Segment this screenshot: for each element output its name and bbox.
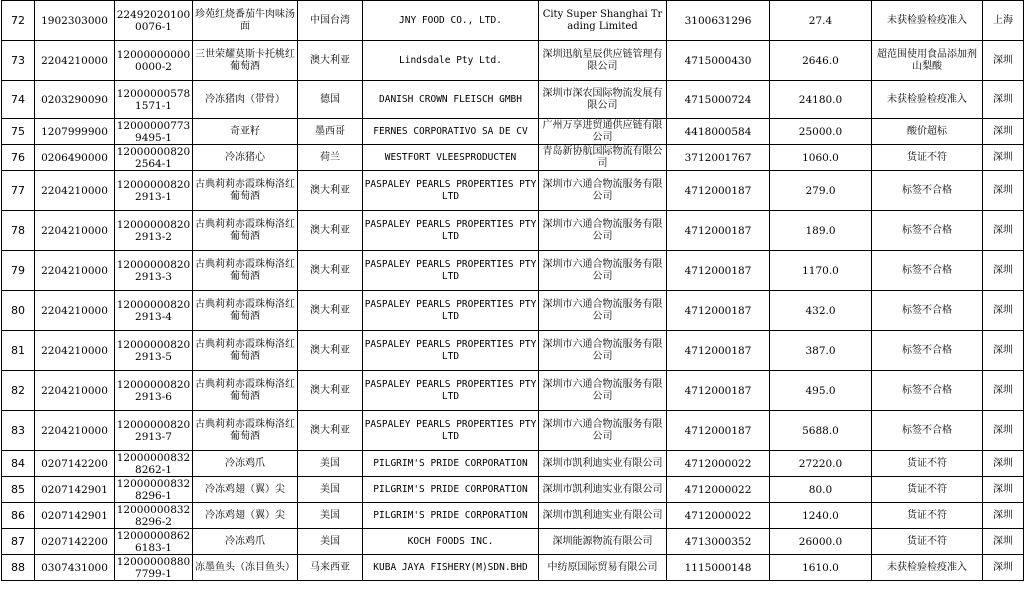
rejection-reason-cell: 未获检验检疫准入 [872, 81, 983, 119]
table-row [2, 291, 1024, 331]
importer-reg-cell: 4712000187 [667, 211, 770, 251]
weight-cell: 80.0 [770, 477, 872, 503]
port-cell: 深圳 [983, 211, 1024, 251]
origin-country-cell: 澳大利亚 [298, 291, 363, 331]
importer-reg-cell: 4712000187 [667, 331, 770, 371]
rejection-reason-cell: 未获检验检疫准入 [872, 1, 983, 41]
exporter-cell: PILGRIM'S PRIDE CORPORATION [363, 451, 539, 477]
shipment-id-cell: 120000008202913-5 [115, 331, 193, 371]
commodity-code-cell: 0207142901 [35, 503, 115, 529]
table-row [2, 251, 1024, 291]
origin-country-cell: 澳大利亚 [298, 331, 363, 371]
origin-country-cell: 中国台湾 [298, 1, 363, 41]
weight-cell: 495.0 [770, 371, 872, 411]
importer-reg-cell: 4712000022 [667, 503, 770, 529]
importer-reg-cell: 4713000352 [667, 529, 770, 555]
table-row [2, 145, 1024, 171]
table-row [2, 555, 1024, 581]
weight-cell: 189.0 [770, 211, 872, 251]
shipment-id-cell: 120000008202913-6 [115, 371, 193, 411]
shipment-id-cell: 120000008328296-1 [115, 477, 193, 503]
rejection-reason-cell: 标签不合格 [872, 211, 983, 251]
commodity-code-cell: 2204210000 [35, 331, 115, 371]
origin-country-cell: 澳大利亚 [298, 211, 363, 251]
importer-reg-cell: 4712000187 [667, 171, 770, 211]
product-name-cell: 古典莉莉赤霞珠梅洛红葡萄酒 [193, 251, 298, 291]
rejection-table [1, 0, 1024, 581]
row-number-cell: 75 [2, 119, 35, 145]
shipment-id-cell: 120000008807799-1 [115, 555, 193, 581]
shipment-id-cell: 120000008626183-1 [115, 529, 193, 555]
importer-reg-cell: 4712000187 [667, 251, 770, 291]
product-name-cell: 冷冻鸡爪 [193, 451, 298, 477]
importer-reg-cell: 3100631296 [667, 1, 770, 41]
shipment-id-cell: 120000008202913-2 [115, 211, 193, 251]
importer-reg-cell: 3712001767 [667, 145, 770, 171]
table-body [2, 1, 1024, 581]
shipment-id-cell: 120000007739495-1 [115, 119, 193, 145]
product-name-cell: 冻墨鱼头（冻目鱼头） [193, 555, 298, 581]
weight-cell: 1170.0 [770, 251, 872, 291]
port-cell: 深圳 [983, 119, 1024, 145]
origin-country-cell: 美国 [298, 451, 363, 477]
weight-cell: 387.0 [770, 331, 872, 371]
rejection-reason-cell: 未获检验检疫准入 [872, 555, 983, 581]
port-cell: 深圳 [983, 145, 1024, 171]
weight-cell: 5688.0 [770, 411, 872, 451]
table-row [2, 119, 1024, 145]
importer-cell: 深圳市六通合物流服务有限公司 [539, 291, 667, 331]
exporter-cell: PASPALEY PEARLS PROPERTIES PTY LTD [363, 371, 539, 411]
exporter-cell: PASPALEY PEARLS PROPERTIES PTY LTD [363, 291, 539, 331]
exporter-cell: PILGRIM'S PRIDE CORPORATION [363, 477, 539, 503]
rejection-reason-cell: 标签不合格 [872, 411, 983, 451]
exporter-cell: KUBA JAYA FISHERY(M)SDN.BHD [363, 555, 539, 581]
importer-reg-cell: 4418000584 [667, 119, 770, 145]
rejection-reason-cell: 货证不符 [872, 477, 983, 503]
importer-cell: 深圳市凯利迪实业有限公司 [539, 503, 667, 529]
importer-reg-cell: 4712000187 [667, 291, 770, 331]
weight-cell: 26000.0 [770, 529, 872, 555]
commodity-code-cell: 2204210000 [35, 211, 115, 251]
rejection-reason-cell: 标签不合格 [872, 371, 983, 411]
port-cell: 深圳 [983, 41, 1024, 81]
table-row [2, 529, 1024, 555]
importer-cell: 中纺原国际贸易有限公司 [539, 555, 667, 581]
weight-cell: 2646.0 [770, 41, 872, 81]
origin-country-cell: 美国 [298, 529, 363, 555]
port-cell: 深圳 [983, 251, 1024, 291]
product-name-cell: 冷冻猪肉（带骨） [193, 81, 298, 119]
importer-cell: 深圳市深农国际物流发展有限公司 [539, 81, 667, 119]
importer-cell: 青岛新协航国际物流有限公司 [539, 145, 667, 171]
weight-cell: 432.0 [770, 291, 872, 331]
row-number-cell: 80 [2, 291, 35, 331]
port-cell: 深圳 [983, 555, 1024, 581]
port-cell: 深圳 [983, 291, 1024, 331]
rejection-reason-cell: 货证不符 [872, 451, 983, 477]
exporter-cell: PASPALEY PEARLS PROPERTIES PTY LTD [363, 331, 539, 371]
origin-country-cell: 澳大利亚 [298, 371, 363, 411]
importer-reg-cell: 4715000724 [667, 81, 770, 119]
shipment-id-cell: 224920201000076-1 [115, 1, 193, 41]
product-name-cell: 古典莉莉赤霞珠梅洛红葡萄酒 [193, 371, 298, 411]
exporter-cell: FERNES CORPORATIVO SA DE CV [363, 119, 539, 145]
exporter-cell: PASPALEY PEARLS PROPERTIES PTY LTD [363, 211, 539, 251]
commodity-code-cell: 0203290090 [35, 81, 115, 119]
commodity-code-cell: 0307431000 [35, 555, 115, 581]
commodity-code-cell: 0206490000 [35, 145, 115, 171]
shipment-id-cell: 120000008202913-3 [115, 251, 193, 291]
exporter-cell: WESTFORT VLEESPRODUCTEN [363, 145, 539, 171]
importer-cell: 深圳市六通合物流服务有限公司 [539, 211, 667, 251]
weight-cell: 27220.0 [770, 451, 872, 477]
product-name-cell: 古典莉莉赤霞珠梅洛红葡萄酒 [193, 211, 298, 251]
exporter-cell: JNY FOOD CO., LTD. [363, 1, 539, 41]
row-number-cell: 86 [2, 503, 35, 529]
importer-reg-cell: 1115000148 [667, 555, 770, 581]
weight-cell: 1060.0 [770, 145, 872, 171]
product-name-cell: 珍苑红烧番茄牛肉味汤面 [193, 1, 298, 41]
weight-cell: 24180.0 [770, 81, 872, 119]
table-row [2, 503, 1024, 529]
rejection-reason-cell: 货证不符 [872, 145, 983, 171]
table-row [2, 171, 1024, 211]
commodity-code-cell: 1902303000 [35, 1, 115, 41]
product-name-cell: 冷冻鸡翅（翼）尖 [193, 477, 298, 503]
weight-cell: 1240.0 [770, 503, 872, 529]
commodity-code-cell: 2204210000 [35, 41, 115, 81]
commodity-code-cell: 0207142200 [35, 529, 115, 555]
commodity-code-cell: 1207999900 [35, 119, 115, 145]
rejection-reason-cell: 货证不符 [872, 529, 983, 555]
row-number-cell: 77 [2, 171, 35, 211]
row-number-cell: 81 [2, 331, 35, 371]
exporter-cell: PASPALEY PEARLS PROPERTIES PTY LTD [363, 411, 539, 451]
importer-cell: 深圳市凯利迪实业有限公司 [539, 477, 667, 503]
origin-country-cell: 美国 [298, 503, 363, 529]
row-number-cell: 72 [2, 1, 35, 41]
product-name-cell: 古典莉莉赤霞珠梅洛红葡萄酒 [193, 291, 298, 331]
exporter-cell: DANISH CROWN FLEISCH GMBH [363, 81, 539, 119]
exporter-cell: PILGRIM'S PRIDE CORPORATION [363, 503, 539, 529]
origin-country-cell: 荷兰 [298, 145, 363, 171]
exporter-cell: KOCH FOODS INC. [363, 529, 539, 555]
row-number-cell: 88 [2, 555, 35, 581]
commodity-code-cell: 2204210000 [35, 371, 115, 411]
importer-cell: 广州万享进贸通供应链有限公司 [539, 119, 667, 145]
port-cell: 深圳 [983, 451, 1024, 477]
origin-country-cell: 美国 [298, 477, 363, 503]
importer-reg-cell: 4712000022 [667, 451, 770, 477]
port-cell: 深圳 [983, 411, 1024, 451]
origin-country-cell: 德国 [298, 81, 363, 119]
row-number-cell: 85 [2, 477, 35, 503]
rejection-reason-cell: 酸价超标 [872, 119, 983, 145]
port-cell: 深圳 [983, 477, 1024, 503]
exporter-cell: Lindsdale Pty Ltd. [363, 41, 539, 81]
table-row [2, 371, 1024, 411]
row-number-cell: 84 [2, 451, 35, 477]
product-name-cell: 奇亚籽 [193, 119, 298, 145]
commodity-code-cell: 2204210000 [35, 171, 115, 211]
importer-cell: City Super Shanghai Trading Limited [539, 1, 667, 41]
row-number-cell: 74 [2, 81, 35, 119]
shipment-id-cell: 120000008202913-4 [115, 291, 193, 331]
row-number-cell: 78 [2, 211, 35, 251]
exporter-cell: PASPALEY PEARLS PROPERTIES PTY LTD [363, 171, 539, 211]
importer-cell: 深圳市六通合物流服务有限公司 [539, 411, 667, 451]
commodity-code-cell: 2204210000 [35, 411, 115, 451]
table-row [2, 41, 1024, 81]
commodity-code-cell: 0207142200 [35, 451, 115, 477]
rejection-reason-cell: 货证不符 [872, 503, 983, 529]
port-cell: 深圳 [983, 503, 1024, 529]
product-name-cell: 冷冻鸡爪 [193, 529, 298, 555]
shipment-id-cell: 120000005781571-1 [115, 81, 193, 119]
table-row [2, 331, 1024, 371]
importer-reg-cell: 4712000187 [667, 411, 770, 451]
importer-reg-cell: 4712000187 [667, 371, 770, 411]
rejection-reason-cell: 超范围使用食品添加剂山梨酸 [872, 41, 983, 81]
port-cell: 深圳 [983, 81, 1024, 119]
product-name-cell: 古典莉莉赤霞珠梅洛红葡萄酒 [193, 331, 298, 371]
product-name-cell: 三世荣耀莫斯卡托桃红葡萄酒 [193, 41, 298, 81]
row-number-cell: 73 [2, 41, 35, 81]
importer-cell: 深圳市六通合物流服务有限公司 [539, 171, 667, 211]
table-row [2, 451, 1024, 477]
origin-country-cell: 澳大利亚 [298, 171, 363, 211]
row-number-cell: 83 [2, 411, 35, 451]
row-number-cell: 76 [2, 145, 35, 171]
rejection-reason-cell: 标签不合格 [872, 171, 983, 211]
importer-reg-cell: 4715000430 [667, 41, 770, 81]
table-row [2, 211, 1024, 251]
table-row [2, 477, 1024, 503]
shipment-id-cell: 120000008328296-2 [115, 503, 193, 529]
rejection-reason-cell: 标签不合格 [872, 251, 983, 291]
origin-country-cell: 澳大利亚 [298, 411, 363, 451]
shipment-id-cell: 120000000000000-2 [115, 41, 193, 81]
importer-cell: 深圳市六通合物流服务有限公司 [539, 331, 667, 371]
port-cell: 深圳 [983, 331, 1024, 371]
row-number-cell: 79 [2, 251, 35, 291]
table-row [2, 1, 1024, 41]
importer-reg-cell: 4712000022 [667, 477, 770, 503]
port-cell: 深圳 [983, 529, 1024, 555]
shipment-id-cell: 120000008202564-1 [115, 145, 193, 171]
row-number-cell: 82 [2, 371, 35, 411]
rejection-reason-cell: 标签不合格 [872, 331, 983, 371]
rejection-reason-cell: 标签不合格 [872, 291, 983, 331]
product-name-cell: 古典莉莉赤霞珠梅洛红葡萄酒 [193, 411, 298, 451]
product-name-cell: 古典莉莉赤霞珠梅洛红葡萄酒 [193, 171, 298, 211]
commodity-code-cell: 2204210000 [35, 251, 115, 291]
port-cell: 深圳 [983, 171, 1024, 211]
table-row [2, 81, 1024, 119]
commodity-code-cell: 0207142901 [35, 477, 115, 503]
shipment-id-cell: 120000008202913-1 [115, 171, 193, 211]
port-cell: 深圳 [983, 371, 1024, 411]
importer-cell: 深圳市六通合物流服务有限公司 [539, 371, 667, 411]
importer-cell: 深圳市六通合物流服务有限公司 [539, 251, 667, 291]
table-row [2, 411, 1024, 451]
row-number-cell: 87 [2, 529, 35, 555]
weight-cell: 27.4 [770, 1, 872, 41]
origin-country-cell: 澳大利亚 [298, 41, 363, 81]
commodity-code-cell: 2204210000 [35, 291, 115, 331]
origin-country-cell: 澳大利亚 [298, 251, 363, 291]
weight-cell: 25000.0 [770, 119, 872, 145]
shipment-id-cell: 120000008202913-7 [115, 411, 193, 451]
weight-cell: 279.0 [770, 171, 872, 211]
importer-cell: 深圳能源物流有限公司 [539, 529, 667, 555]
product-name-cell: 冷冻猪心 [193, 145, 298, 171]
origin-country-cell: 墨西哥 [298, 119, 363, 145]
origin-country-cell: 马来西亚 [298, 555, 363, 581]
importer-cell: 深圳迅航星辰供应链管理有限公司 [539, 41, 667, 81]
exporter-cell: PASPALEY PEARLS PROPERTIES PTY LTD [363, 251, 539, 291]
weight-cell: 1610.0 [770, 555, 872, 581]
importer-cell: 深圳市凯利迪实业有限公司 [539, 451, 667, 477]
port-cell: 上海 [983, 1, 1024, 41]
product-name-cell: 冷冻鸡翅（翼）尖 [193, 503, 298, 529]
shipment-id-cell: 120000008328262-1 [115, 451, 193, 477]
